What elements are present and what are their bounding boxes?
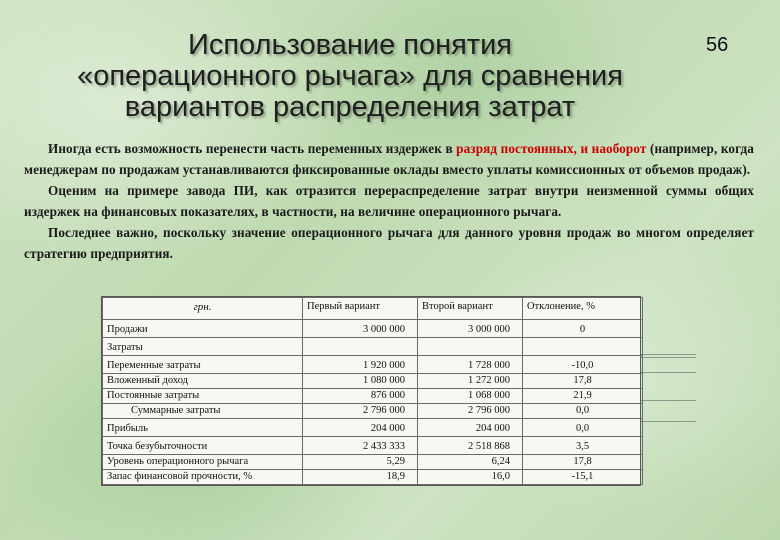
row-label: Затраты: [103, 338, 303, 356]
row-value-2: 1 728 000: [418, 356, 523, 374]
paragraph-3: Последнее важно, поскольку значение операционного рычага для данного уровня продаж во многом определяет стратегию предприятия.: [24, 225, 754, 261]
table-row: [103, 437, 643, 455]
cost-table-grid: [102, 297, 643, 485]
table-row: [103, 419, 643, 437]
row-value-2: 6,24: [418, 455, 523, 470]
row-value-2: 1 272 000: [418, 374, 523, 389]
row-label: Прибыль: [103, 419, 303, 437]
row-value-1: 876 000: [303, 389, 418, 404]
row-value-2: 3 000 000: [418, 320, 523, 338]
header-deviation: Отклонение, %: [523, 298, 643, 320]
table-row: [103, 389, 643, 404]
table-row: [103, 320, 643, 338]
row-deviation: 0,0: [523, 404, 643, 419]
table-header-row: [103, 298, 643, 320]
slide-number: 56: [706, 34, 729, 56]
row-value-1: 2 796 000: [303, 404, 418, 419]
row-deviation: 0,0: [523, 419, 643, 437]
row-value-2: 2 518 868: [418, 437, 523, 455]
row-label: Постоянные затраты: [103, 389, 303, 404]
row-value-1: 1 920 000: [303, 356, 418, 374]
table-overflow-lines: [641, 300, 696, 490]
row-label: Уровень операционного рычага: [103, 455, 303, 470]
header-variant-1: Первый вариант: [303, 298, 418, 320]
table-row: [103, 455, 643, 470]
row-value-2: [418, 338, 523, 356]
paragraph-1: [24, 138, 754, 180]
paragraph-2: Оценим на примере завода ПИ, как отразится перераспределение затрат внутри неизменной суммы общих издержек на финансовых показателях, в частности, на величине операционного рычага.: [24, 183, 754, 219]
row-value-2: 16,0: [418, 470, 523, 485]
row-deviation: -15,1: [523, 470, 643, 485]
row-deviation: 3,5: [523, 437, 643, 455]
table-row: [103, 356, 643, 374]
row-value-1: 2 433 333: [303, 437, 418, 455]
row-label: Точка безубыточности: [103, 437, 303, 455]
row-label: Суммарные затраты: [103, 404, 303, 419]
row-deviation: 21,9: [523, 389, 643, 404]
body-text: [24, 138, 754, 264]
row-deviation: -10,0: [523, 356, 643, 374]
row-deviation: [523, 338, 643, 356]
row-label: Продажи: [103, 320, 303, 338]
row-value-1: 1 080 000: [303, 374, 418, 389]
row-deviation: 17,8: [523, 455, 643, 470]
title-line-1: Использование понятия: [187, 29, 512, 61]
row-deviation: 17,8: [523, 374, 643, 389]
table-row: [103, 338, 643, 356]
row-label: Переменные затраты: [103, 356, 303, 374]
row-label: Вложенный доход: [103, 374, 303, 389]
title-line-3: вариантов распределения затрат: [124, 91, 576, 123]
row-value-1: 18,9: [303, 470, 418, 485]
row-value-1: 3 000 000: [303, 320, 418, 338]
paragraph-1-highlight: разряд постоянных, и наоборот: [456, 141, 647, 156]
header-unit: грн.: [103, 298, 303, 320]
table-row: [103, 404, 643, 419]
row-value-1: 204 000: [303, 419, 418, 437]
row-value-1: [303, 338, 418, 356]
cost-table: [101, 296, 641, 486]
row-value-2: 1 068 000: [418, 389, 523, 404]
row-deviation: 0: [523, 320, 643, 338]
table-row: [103, 374, 643, 389]
title-line-2: «операционного рычага» для сравнения: [77, 60, 623, 92]
row-value-2: 204 000: [418, 419, 523, 437]
header-variant-2: Второй вариант: [418, 298, 523, 320]
paragraph-1-end: (например, когда менеджерам по продажам устанавливаются фиксированные оклады вместо уплаты комиссионных от объемов продаж).: [24, 141, 754, 177]
slide-title: [40, 30, 660, 123]
row-value-1: 5,29: [303, 455, 418, 470]
row-value-2: 2 796 000: [418, 404, 523, 419]
paragraph-1-start: Иногда есть возможность перенести часть переменных издержек в: [48, 141, 457, 156]
table-row: [103, 470, 643, 485]
row-label: Запас финансовой прочности, %: [103, 470, 303, 485]
